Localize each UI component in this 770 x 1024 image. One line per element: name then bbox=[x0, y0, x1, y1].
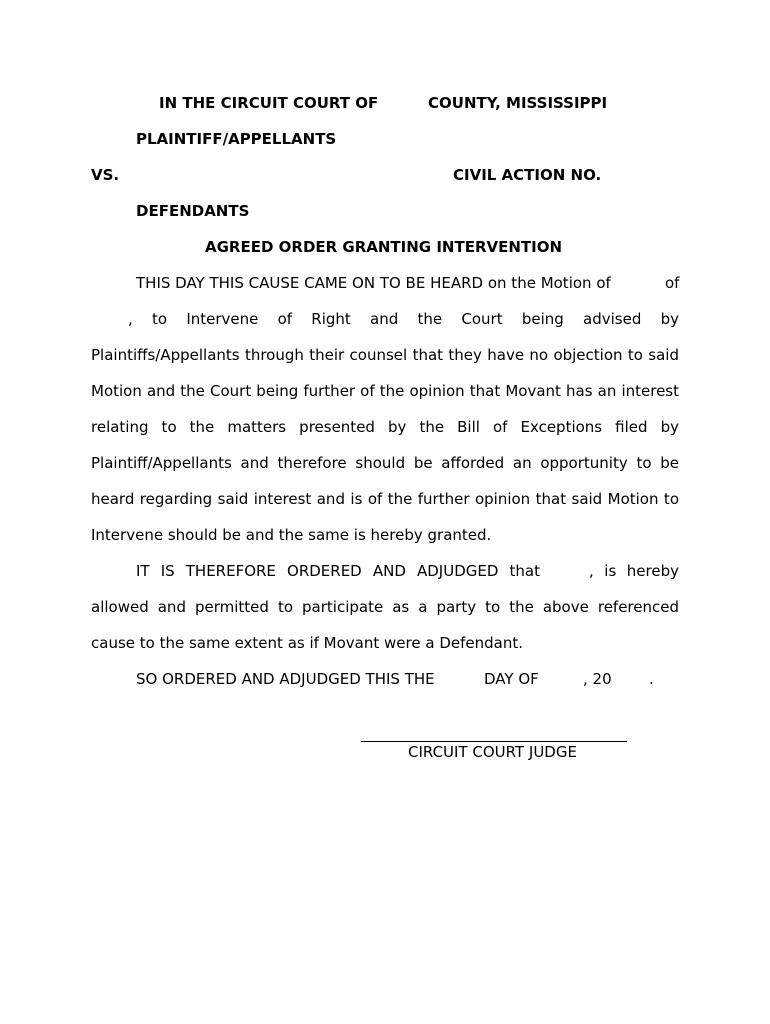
document-title: AGREED ORDER GRANTING INTERVENTION bbox=[205, 238, 563, 256]
defendants-label: DEFENDANTS bbox=[136, 202, 250, 220]
paragraph3-part2: DAY OF bbox=[484, 670, 539, 688]
paragraph1-line2: , to Intervene of Right and the Court being advised by bbox=[128, 310, 679, 328]
paragraph1-line3: Plaintiffs/Appellants through their counsel that they have no objection to said bbox=[91, 346, 679, 364]
paragraph1-line8: Intervene should be and the same is hereby granted. bbox=[91, 526, 492, 544]
court-heading-right: COUNTY, MISSISSIPPI bbox=[428, 94, 608, 112]
paragraph1-line6: Plaintiff/Appellants and therefore should be afforded an opportunity to be bbox=[91, 454, 679, 472]
paragraph2-line1-end: , is hereby bbox=[589, 562, 679, 580]
paragraph1-line1: THIS DAY THIS CAUSE CAME ON TO BE HEARD on the Motion of bbox=[136, 274, 611, 292]
court-heading-left: IN THE CIRCUIT COURT OF bbox=[159, 94, 379, 112]
paragraph2-line1-start: IT IS THEREFORE ORDERED AND ADJUDGED that bbox=[136, 562, 540, 580]
paragraph2-line2: allowed and permitted to participate as a party to the above referenced bbox=[91, 598, 679, 616]
signature-label: CIRCUIT COURT JUDGE bbox=[408, 743, 577, 761]
civil-action-label: CIVIL ACTION NO. bbox=[453, 166, 602, 184]
paragraph1-line5: relating to the matters presented by the Bill of Exceptions filed by bbox=[91, 418, 679, 436]
plaintiff-label: PLAINTIFF/APPELLANTS bbox=[136, 130, 337, 148]
paragraph1-line7: heard regarding said interest and is of the further opinion that said Motion to bbox=[91, 490, 679, 508]
paragraph3-part3: , 20 bbox=[583, 670, 612, 688]
paragraph3-part1: SO ORDERED AND ADJUDGED THIS THE bbox=[136, 670, 435, 688]
vs-label: VS. bbox=[91, 166, 120, 184]
paragraph3-part4: . bbox=[649, 670, 654, 688]
paragraph1-line1-end: of bbox=[665, 274, 680, 292]
paragraph1-line4: Motion and the Court being further of the opinion that Movant has an interest bbox=[91, 382, 679, 400]
paragraph2-line3: cause to the same extent as if Movant were a Defendant. bbox=[91, 634, 523, 652]
